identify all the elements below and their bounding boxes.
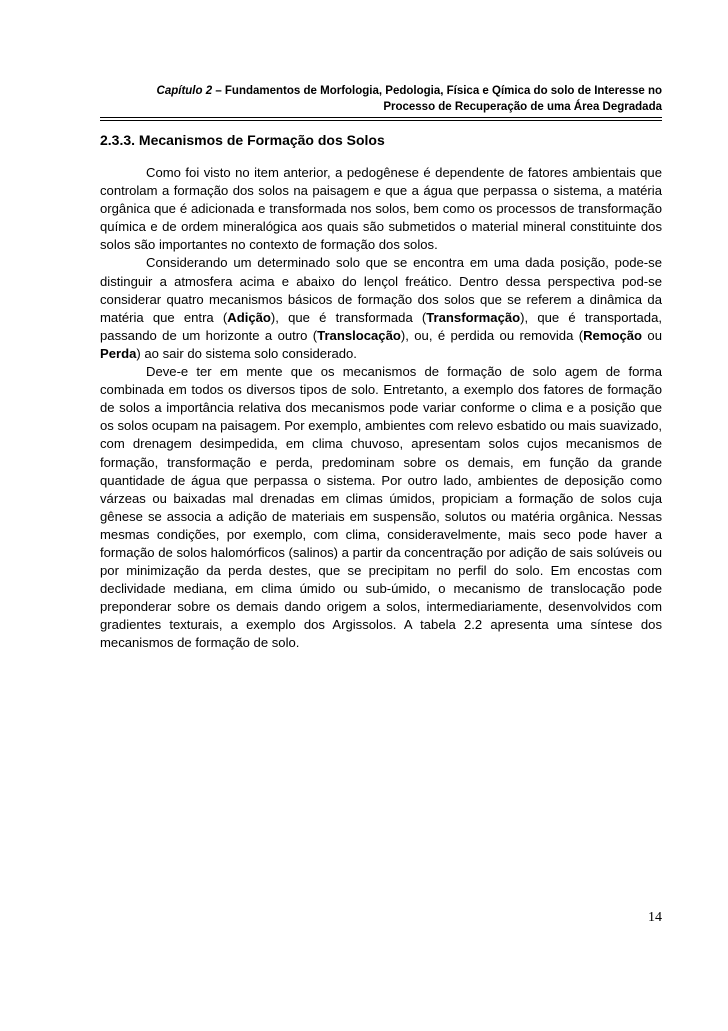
header-line-1 [100, 83, 662, 99]
header-title-part-1: – Fundamentos de Morfologia, Pedologia, Física e Qímica do solo de Interesse no [212, 85, 662, 97]
term-adicao: Adição [227, 309, 271, 325]
p2-text-d: ), que é transportada, passando de um horizonte a outro ( [100, 309, 662, 343]
header-rule-thin [100, 120, 662, 121]
term-perda: Perda [100, 345, 137, 361]
page-number: 14 [648, 910, 662, 925]
paragraph-2 [100, 254, 662, 363]
header-chapter: Capítulo 2 [156, 85, 213, 97]
paragraph-1: Como foi visto no item anterior, a pedogênese é dependente de fatores ambientais que controlam a formação dos solos na paisagem e que a água que perpassa o sistema, a matéria orgânica que é adicionada e transformada nos solos, bem como os processos de transformação química e de ordem mineralógica aos quais são submetidos o material mineral constituinte dos solos são importantes no contexto de formação dos solos. [100, 165, 662, 253]
paragraph-3: Deve-e ter em mente que os mecanismos de formação de solo agem de forma combinada em todos os diversos tipos de solo. Entretanto, a exemplo dos fatores de formação de solos a importância relativa dos mecanismos pode variar conforme o clima e a posição que os solos ocupam na paisagem. Por exemplo, ambientes com relevo esbatido ou mais suavizado, com drenagem desimpedida, em clima chuvoso, apresentam solos cujos mecanismos de formação, transformação e perda, predominam sobre os demais, em função da grande quantidade de água que perpassa o sistema. Por outro lado, ambientes de deposição como várzeas ou baixadas mal drenadas em climas úmidos, propiciam a formação de solos cuja gênese se associa a adição de materiais em suspensão, solutos ou matéria orgânica. Nessas mesmas condições, por exemplo, com clima, consideravelmente, mais seco pode haver a formação de solos halomórficos (salinos) a partir da concentração por adição de sais solúveis ou por minimização da perda destes, que se precipitam no perfil do solo. Em encostas com declividade mediana, em clima úmido ou sub-úmido, o mecanismo de translocação pode preponderar sobre os demais dando origem a solos, intermediariamente, desenvolvidos com gradientes texturais, a exemplo dos Argissolos. A tabela 2.2 apresenta uma síntese dos mecanismos de formação de solo. [100, 364, 662, 651]
running-header [100, 83, 662, 115]
p2-text-a: Considerando um determinado solo que se encontra em uma dada posição, pode-se distinguir a atmosfera acima e abaixo do lençol freático. Dentro dessa perspectiva pod-se considerar quatro mecanismos básicos de formação dos solos que se referem a dinâmica da matéria que entra ( [100, 255, 662, 325]
p2-text-g: ) ao sair do sistema solo considerado. [136, 345, 357, 361]
section-heading: 2.3.3. Mecanismos de Formação dos Solos [100, 132, 385, 148]
header-title-part-2: Processo de Recuperação de uma Área Degradada [383, 101, 662, 113]
p2-text-e: ), ou, é perdida ou removida ( [400, 327, 584, 343]
p2-text-f: ou [642, 327, 662, 343]
term-remocao: Remoção [583, 327, 643, 343]
term-translocacao: Translocação [317, 327, 401, 343]
p2-text-c: ), que é transformada ( [270, 309, 427, 325]
term-transformacao: Transformação [426, 309, 521, 325]
header-rule-thick [100, 117, 662, 118]
body-text [100, 164, 662, 653]
